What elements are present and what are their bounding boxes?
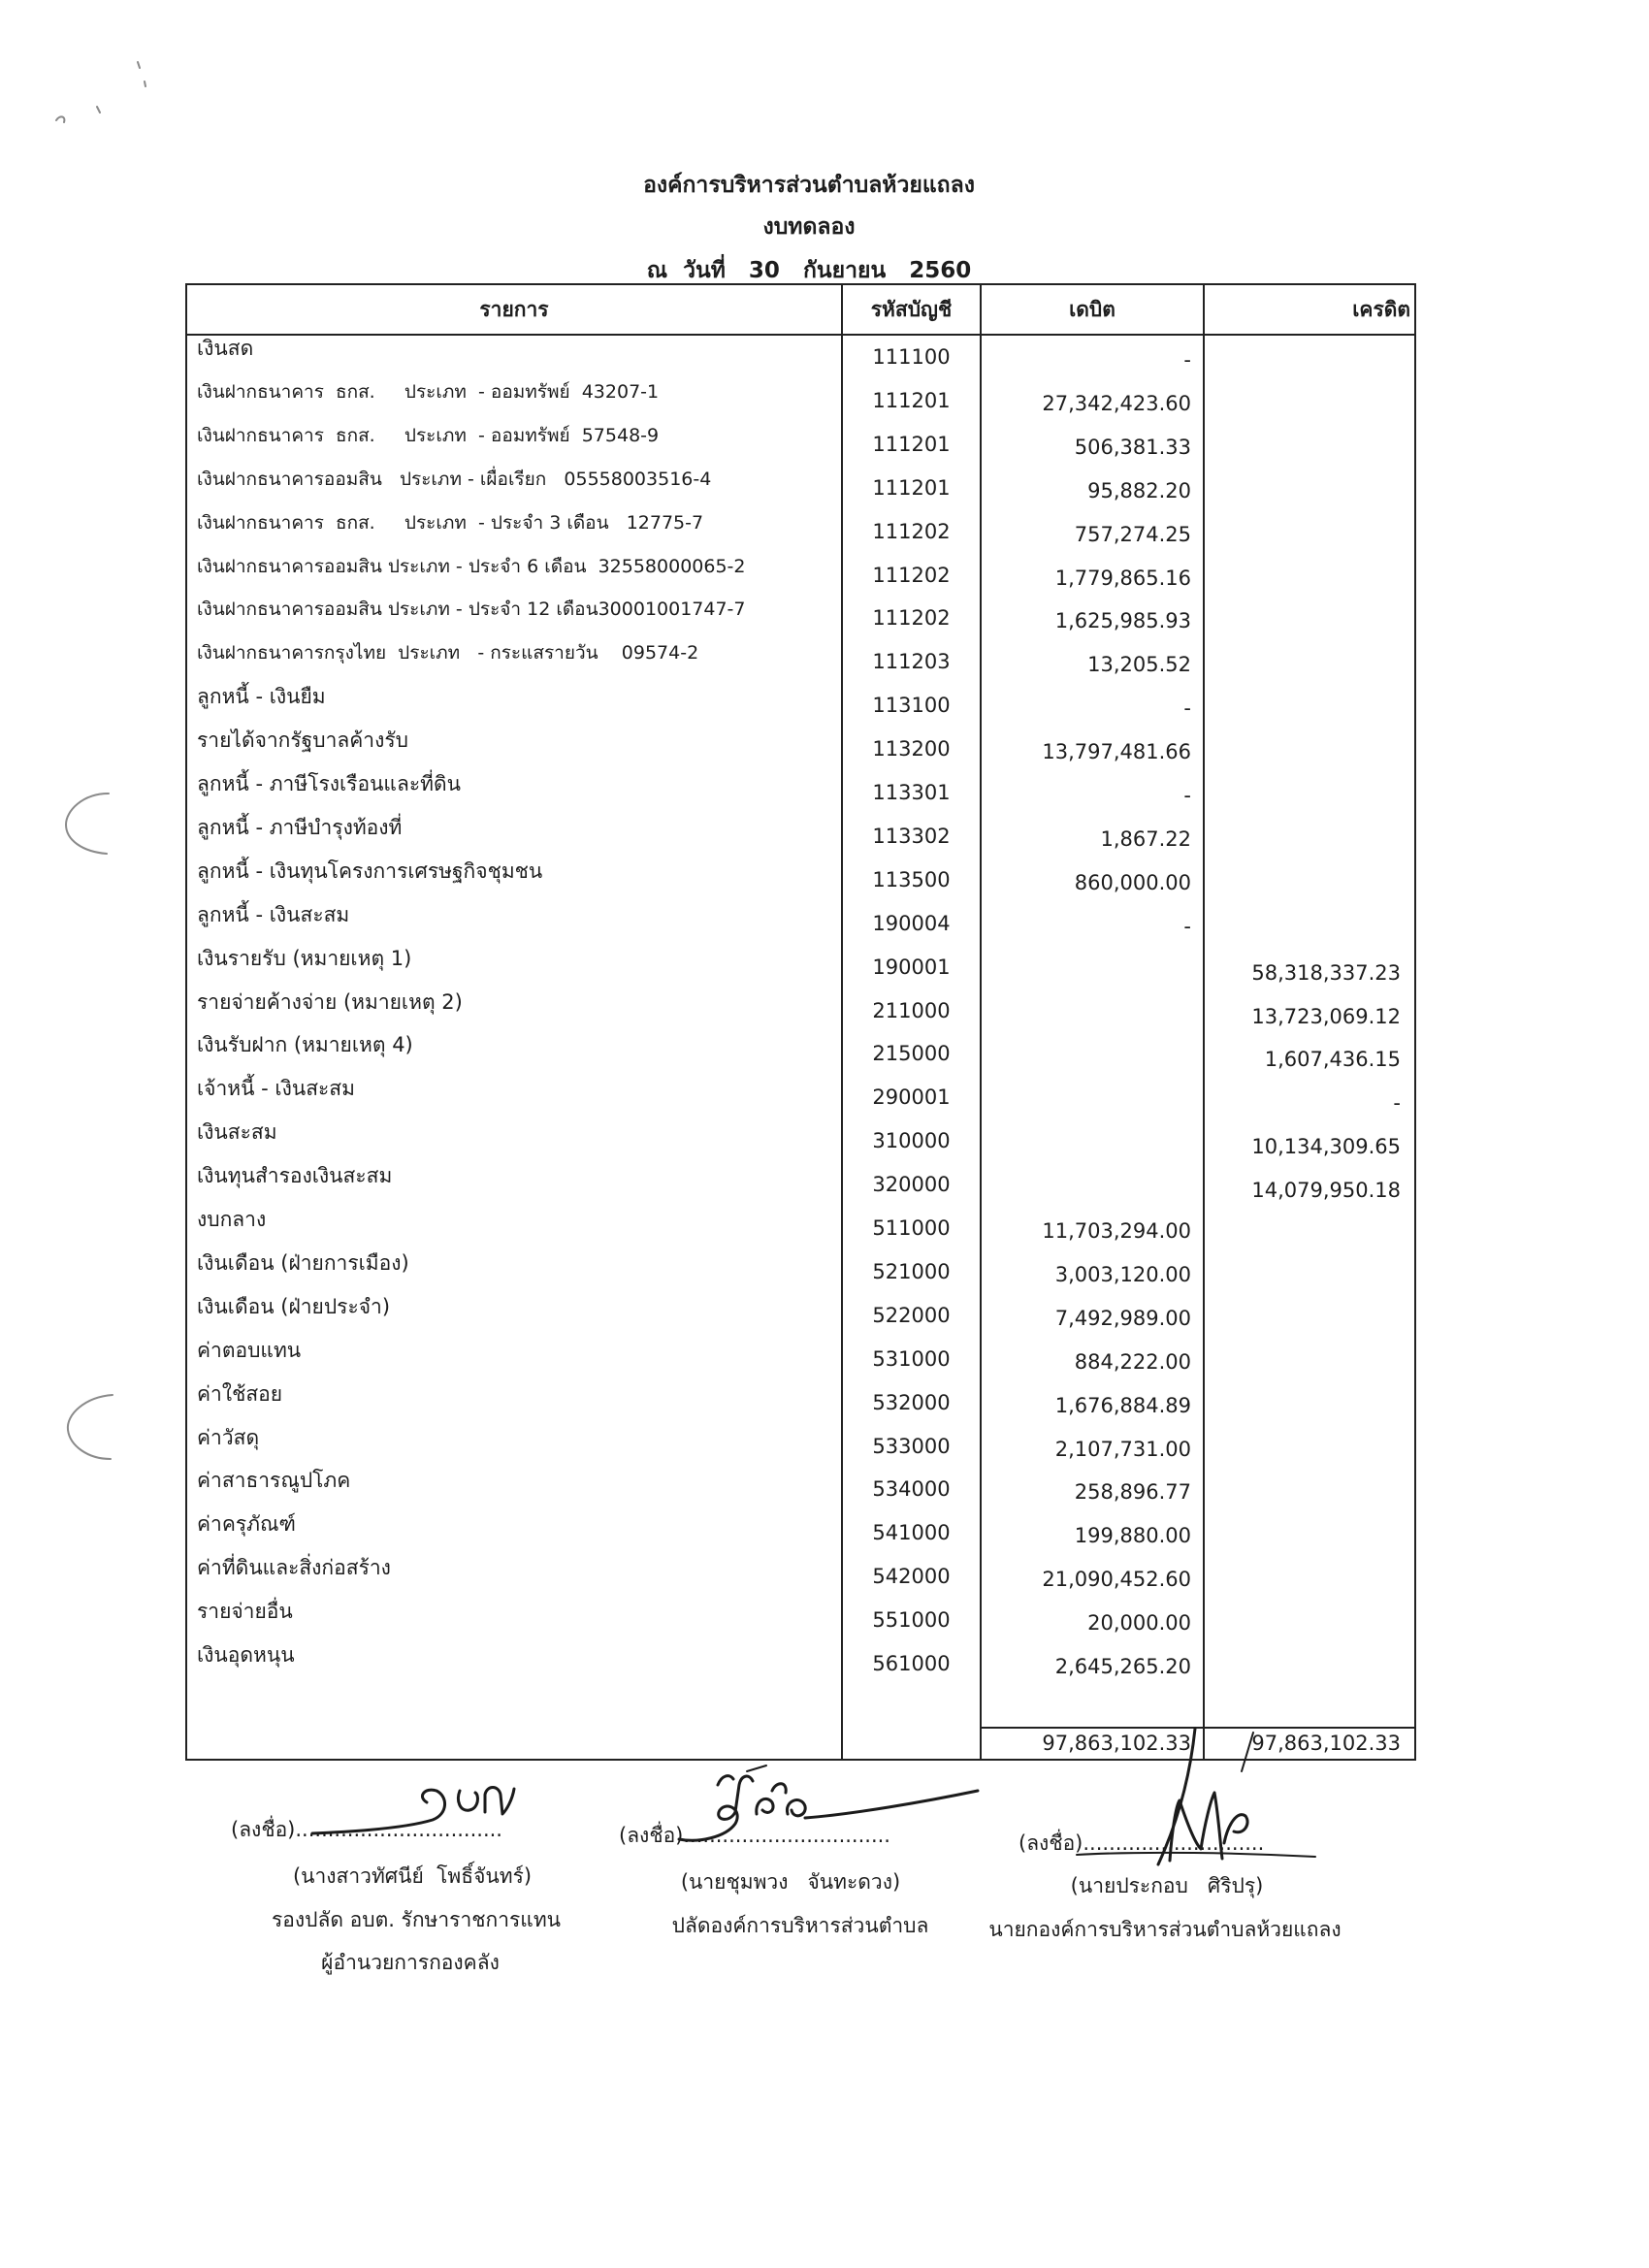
cell-code: 111201 <box>872 388 951 412</box>
cell-debit: 860,000.00 <box>1074 870 1191 894</box>
cell-code: 113500 <box>872 867 951 891</box>
cell-item: รายจ่ายอื่น <box>197 1600 293 1624</box>
cell-item: ค่าสาธารณูปโภค <box>197 1469 351 1493</box>
cell-code: 533000 <box>872 1434 951 1458</box>
scan-artifacts <box>56 62 146 1459</box>
total-debit: 97,863,102.33 <box>1042 1732 1191 1755</box>
cell-item: ค่าตอบแทน <box>197 1338 302 1362</box>
cell-item: รายได้จากรัฐบาลค้างรับ <box>197 729 408 753</box>
cell-code: 551000 <box>872 1608 951 1633</box>
cell-code: 111202 <box>872 519 951 543</box>
cell-credit: 1,607,436.15 <box>1264 1048 1401 1072</box>
cell-item: เงินฝากธนาคาร ธกส. ประเภท - ประจำ 3 เดือน 12775-7 <box>197 511 704 534</box>
cell-item: เงินฝากธนาคารออมสิน ประเภท - ประจำ 6 เดือน 32558000065-2 <box>197 555 746 577</box>
cell-item: ลูกหนี้ - เงินทุนโครงการเศรษฐกิจชุมชน <box>197 859 543 883</box>
column-header-credit: เครดิต <box>1352 298 1410 321</box>
cell-item: เงินฝากธนาคาร ธกส. ประเภท - ออมทรัพย์ 43207-1 <box>197 380 660 403</box>
cell-debit: 21,090,452.60 <box>1042 1568 1191 1592</box>
cell-credit: 14,079,950.18 <box>1251 1179 1401 1203</box>
cell-code: 532000 <box>872 1390 951 1414</box>
cell-code: 111100 <box>872 345 951 369</box>
column-header-account-code: รหัสบัญชี <box>870 298 953 321</box>
cell-code: 111202 <box>872 563 951 587</box>
punch-hole-mark <box>68 1395 113 1459</box>
cell-item: เงินเดือน (ฝ่ายประจำ) <box>197 1294 391 1318</box>
cell-code: 113100 <box>872 694 951 718</box>
signer-position-1: รองปลัด อบต. รักษาราชการแทน <box>271 1908 562 1931</box>
cell-debit: 95,882.20 <box>1087 478 1191 502</box>
cell-code: 190004 <box>872 911 951 935</box>
cell-debit: 20,000.00 <box>1087 1611 1191 1636</box>
cell-debit: 1,779,865.16 <box>1054 566 1191 590</box>
cell-item: ลูกหนี้ - เงินสะสม <box>197 902 350 926</box>
cell-code: 290001 <box>872 1085 951 1110</box>
cell-item: ลูกหนี้ - ภาษีบำรุงท้องที่ <box>197 815 403 839</box>
cell-debit: 884,222.00 <box>1074 1349 1191 1374</box>
organization-name: องค์การบริหารส่วนตำบลห้วยแถลง <box>643 173 975 198</box>
cell-debit <box>982 992 1203 1036</box>
cell-code: 211000 <box>872 998 951 1022</box>
cell-item: ค่าที่ดินและสิ่งก่อสร้าง <box>197 1556 391 1580</box>
cell-code: 310000 <box>872 1129 951 1153</box>
total-credit: 97,863,102.33 <box>1251 1732 1401 1755</box>
cell-item: เงินเดือน (ฝ่ายการเมือง) <box>197 1250 409 1275</box>
cell-code: 111201 <box>872 432 951 456</box>
cell-debit: 7,492,989.00 <box>1054 1306 1191 1330</box>
cell-debit <box>982 1122 1203 1166</box>
cell-code: 521000 <box>872 1259 951 1283</box>
cell-code: 111203 <box>872 650 951 674</box>
cell-debit <box>982 1079 1203 1122</box>
cell-item: เงินฝากธนาคารออมสิน ประเภท - ประจำ 12 เดือน30001001747-7 <box>197 599 746 621</box>
cell-debit <box>982 949 1203 992</box>
cell-code: 215000 <box>872 1042 951 1066</box>
speck-mark <box>56 62 146 122</box>
cell-debit: 1,676,884.89 <box>1054 1393 1191 1417</box>
cell-code: 113302 <box>872 824 951 848</box>
cell-item: เงินทุนสำรองเงินสะสม <box>197 1164 393 1188</box>
cell-item: เงินรับฝาก (หมายเหตุ 4) <box>197 1033 413 1057</box>
column-header-debit: เดบิต <box>1069 298 1116 321</box>
cell-debit: 1,867.22 <box>1100 826 1191 851</box>
cell-debit: 757,274.25 <box>1074 522 1191 546</box>
cell-debit: 3,003,120.00 <box>1054 1262 1191 1286</box>
cell-debit: 199,880.00 <box>1074 1524 1191 1548</box>
trial-balance-table <box>185 283 1416 1761</box>
cell-debit: 27,342,423.60 <box>1042 391 1191 415</box>
cell-debit: - <box>1183 914 1191 938</box>
cell-code: 522000 <box>872 1303 951 1327</box>
cell-item: ค่าวัสดุ <box>197 1425 260 1449</box>
signature-line-1: (ลงชื่อ)................................ <box>231 1818 502 1841</box>
cell-item: ค่าใช้สอย <box>197 1381 283 1406</box>
cell-item: ลูกหนี้ - เงินยืม <box>197 685 326 709</box>
table-body <box>187 336 1414 1686</box>
signature-line-2: (ลงชื่อ)................................ <box>619 1824 890 1847</box>
cell-code: 542000 <box>872 1565 951 1589</box>
cell-code: 111201 <box>872 475 951 500</box>
cell-code: 511000 <box>872 1216 951 1240</box>
signature-line-3: (ลงชื่อ)............................ <box>1018 1831 1265 1855</box>
table-row <box>187 1642 1414 1686</box>
cell-code: 561000 <box>872 1652 951 1675</box>
cell-item: ค่าครุภัณฑ์ <box>197 1512 296 1537</box>
cell-debit: 1,625,985.93 <box>1054 609 1191 633</box>
cell-debit: - <box>1183 784 1191 807</box>
signer-name-1: (นางสาวทัศนีย์ โพธิ์จันทร์) <box>292 1864 533 1888</box>
cell-debit <box>982 1035 1203 1079</box>
cell-item: เงินฝากธนาคารออมสิน ประเภท - เผื่อเรียก 05558003516-4 <box>197 468 712 490</box>
cell-debit <box>982 1166 1203 1210</box>
cell-item: รายจ่ายค้างจ่าย (หมายเหตุ 2) <box>197 989 463 1014</box>
cell-item: งบกลาง <box>197 1208 267 1231</box>
cell-item: เงินฝากธนาคาร ธกส. ประเภท - ออมทรัพย์ 57548-9 <box>197 424 660 446</box>
document-title: งบทดลอง <box>762 214 856 240</box>
signer-name-3: (นายประกอบ ศิริปรุ) <box>1070 1874 1264 1897</box>
cell-item: เงินสด <box>197 337 254 360</box>
cell-debit: 2,645,265.20 <box>1054 1655 1191 1678</box>
cell-credit: - <box>1393 1091 1401 1116</box>
cell-code: 534000 <box>872 1477 951 1502</box>
cell-debit: 11,703,294.00 <box>1042 1219 1191 1243</box>
cell-item: เจ้าหนี้ - เงินสะสม <box>197 1077 355 1101</box>
signer-position-3: นายกองค์การบริหารส่วนตำบลห้วยแถลง <box>988 1918 1342 1941</box>
cell-code: 111202 <box>872 606 951 631</box>
cell-debit: - <box>1183 697 1191 721</box>
punch-hole-mark <box>66 794 109 854</box>
cell-item: เงินอุดหนุน <box>197 1643 295 1667</box>
cell-debit: - <box>1183 348 1191 372</box>
cell-debit: 13,205.52 <box>1087 653 1191 677</box>
cell-item: เงินรายรับ (หมายเหตุ 1) <box>197 946 412 970</box>
cell-debit: 13,797,481.66 <box>1042 740 1191 764</box>
cell-code: 320000 <box>872 1173 951 1197</box>
cell-item: เงินฝากธนาคารกรุงไทย ประเภท - กระแสรายวัน 09574-2 <box>197 642 699 664</box>
cell-code: 113200 <box>872 737 951 761</box>
cell-credit: 58,318,337.23 <box>1251 960 1401 985</box>
cell-code: 113301 <box>872 781 951 804</box>
cell-item: เงินสะสม <box>197 1120 277 1145</box>
signer-position-2: ปลัดองค์การบริหารส่วนตำบล <box>671 1914 929 1937</box>
cell-code: 190001 <box>872 955 951 979</box>
cell-debit: 258,896.77 <box>1074 1480 1191 1505</box>
document-date: ณ วันที่ 30 กันยายน 2560 <box>646 258 972 283</box>
signer-name-2: (นายชุมพวง จันทะดวง) <box>680 1870 901 1894</box>
cell-credit: 10,134,309.65 <box>1251 1135 1401 1159</box>
cell-debit: 506,381.33 <box>1074 435 1191 459</box>
cell-credit <box>1205 1648 1414 1692</box>
cell-debit: 2,107,731.00 <box>1054 1437 1191 1461</box>
signer-position-1-line-2: ผู้อำนวยการกองคลัง <box>321 1951 500 1974</box>
cell-credit: 13,723,069.12 <box>1251 1004 1401 1028</box>
column-header-item: รายการ <box>479 298 549 321</box>
cell-code: 541000 <box>872 1521 951 1545</box>
cell-item: ลูกหนี้ - ภาษีโรงเรือนและที่ดิน <box>197 772 461 795</box>
cell-code: 531000 <box>872 1346 951 1371</box>
